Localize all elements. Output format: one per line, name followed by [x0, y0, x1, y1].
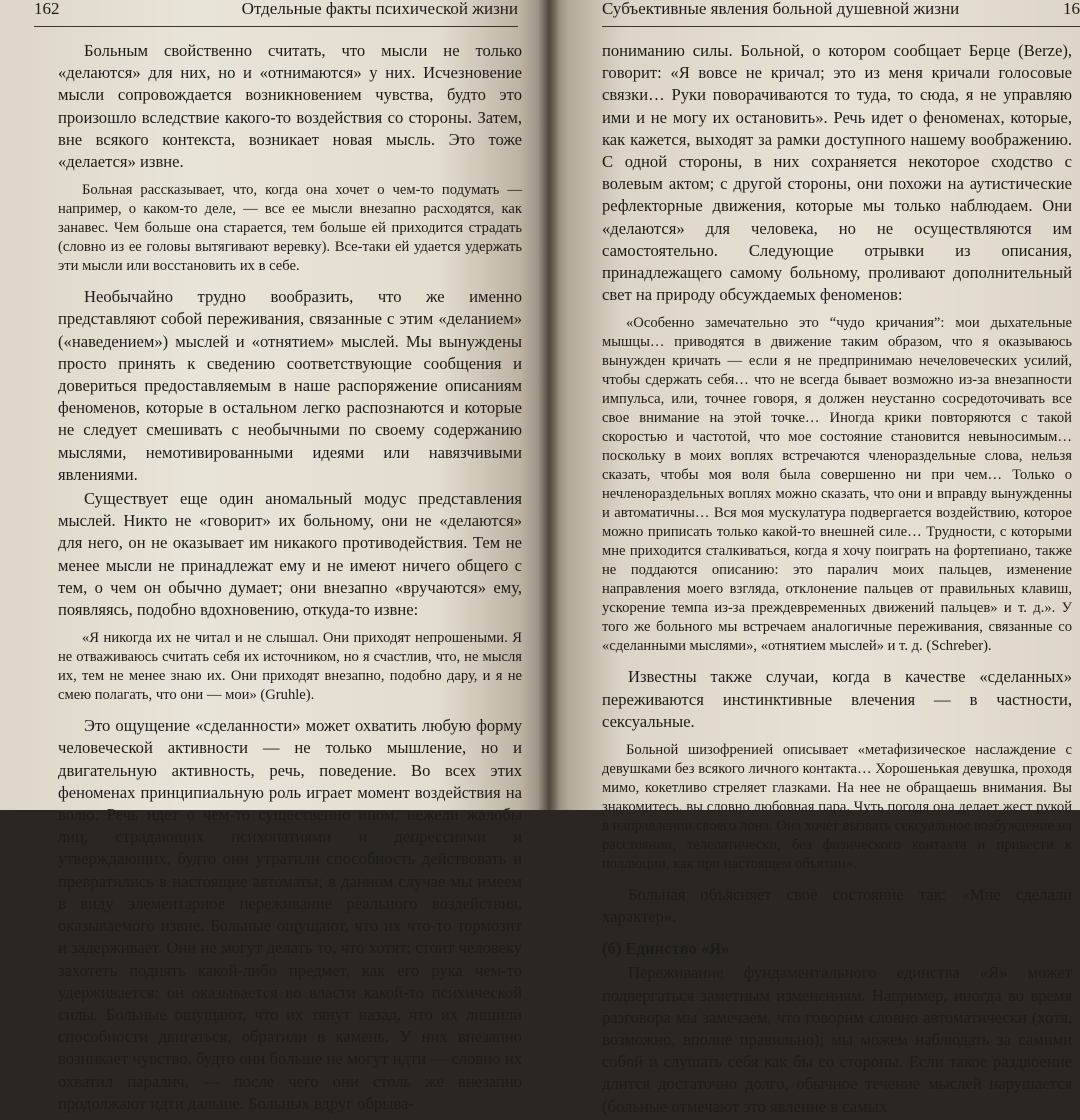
quotation: «Особенно замечательно это “чудо кричания”: мои дыхательные мышцы… приводятся в движение таким образом, что я оказываюсь вынужден кричать — если я не предпринимаю нечеловеческих усилий, чтобы сдержать себя… что не всегда бывает возможно из-за внезапности импульса, или, точнее говоря, я должен неустанно сосредоточивать все свое внимание на этой точке… Иногда крики повторяются с такой скоростью и частотой, что мое состояние становится невыносимым… поскольку в моих воплях встречаются членораздельные слова, нельзя сказать, чтобы моя воля была совершенно ни при чем… Только о нечленораздельных воплях можно сказать, что они и вправду вынужденны и автоматичны… Вся моя мускулатура подвергается воздействию, которое можно приписать только какой-то внешней силе… Трудности, с которыми мне приходится сталкиваться, когда я хочу поиграть на фортепиано, также не поддаются описанию: это паралич моих пальцев, изменение направления моего взгляда, отклонение пальцев от правильных клавиш, ускорение темпа из-за преждевременных движений пальцев» и т. д.». У того же больного мы встречаем аналогичные переживания, связанные со «сделанными мыслями», «отнятием мыслей» и т. д. (Schreber).	[602, 315, 1072, 655]
paragraph: Больным свойственно считать, что мысли не только «делаются» для них, но и «отнимаются» у них. Исчезновение мысли сопровождается возникновением чувства, будто это произошло вследствие какого-то воздействия со стороны. Затем, вне всякого контекста, возникает новая мысль. Это тоже «делается» извне.	[58, 41, 522, 172]
paragraph: Существует еще один аномальный модус представления мыслей. Никто не «говорит» их больному, они не «делаются» для него, он не оказывает им никакого противодействия. Тем не менее мысли не принадлежат ему и не имеют ничего общего с тем, о чем он обычно думает; они внезапно «вручаются» ему, появляясь, подобно вдохновению, откуда-то извне:	[58, 489, 522, 620]
paragraph: Больная объясняет свое состояние так: «Мне сделали характер».	[602, 885, 1072, 927]
quotation: «Я никогда их не читал и не слышал. Они приходят непрошеными. Я не отваживаюсь считать себя их источником, но я счастлив, что, не мысля их, тем не менее знаю их. Они приходят внезапно, подобно дару, и я не смею полагать, что они — мои» (Gruhle).	[58, 630, 522, 704]
left-running-title: Отдельные факты психической жизни	[241, 0, 518, 18]
right-page-number: 16	[1063, 0, 1080, 18]
quotation: Больная рассказывает, что, когда она хочет о чем-то подумать — например, о каком-то деле, — все ее мысли внезапно расходятся, как занавес. Чем больше она старается, тем больше ей приходится страдать (словно из ее головы вытягивают веревку). Все-таки ей удается удержать эти мысли или восстановить их в себе.	[58, 182, 522, 275]
right-running-title: Субъективные явления больной душевной жизни	[602, 0, 960, 18]
left-page-content	[58, 40, 522, 1117]
right-running-head	[602, 0, 1080, 27]
book-gutter	[538, 0, 560, 810]
paragraph: пониманию силы. Больной, о котором сообщает Берце (Berze), говорит: «Я вовсе не кричал; это из меня кричали голосовые связки… Руки поворачиваются то туда, то сюда, я не управляю ими и не могу их остановить». Речь идет о феноменах, которые, как кажется, выходят за рамки доступного нашему воображению. С одной стороны, в них сохраняется некоторое сходство с волевым актом; с другой стороны, они похожи на аутистические рефлекторные движения, которые мы только наблюдаем. Они «делаются» для человека, но не осуществляются им самостоятельно. Следующие отрывки из описания, принадлежащего самому больному, проливают дополнительный свет на природу обсуждаемых феноменов:	[602, 41, 1072, 305]
right-page	[548, 0, 1080, 1116]
paragraph: Необычайно трудно вообразить, что же именно представляют собой переживания, связанные с этим «деланием» («наведением») мыслей и «отнятием» мыслей. Мы вынуждены просто принять к сведению соответствующие сообщения и довериться предоставляемым в наше распоряжение описаниям феноменов, которые в остальном легко распознаются и которые не следует смешивать с необычными по своему содержанию мыслями, немотивированными идеями или навязчивыми явлениями.	[58, 287, 522, 484]
paragraph: Известны также случаи, когда в качестве «сделанных» переживаются инстинктивные влечения — в частности, сексуальные.	[602, 667, 1072, 731]
section-heading: (б) Единство «Я»	[602, 939, 730, 959]
paragraph: Переживание фундаментального единства «Я» может подвергаться заметным изменениям. Например, иногда во время разговора мы замечаем, что говорим словно автоматически (хотя, возможно, вполне правильно); мы можем наблюдать за самими собой и слушать себя как бы со стороны. Если такое раздвоение длится достаточно долго, обычное течение мыслей нарушается (больные отмечают это явление в самых	[602, 963, 1072, 1116]
right-page-content	[602, 40, 1072, 1120]
paragraph: Это ощущение «сделанности» может охватить любую форму человеческой активности — не только мышление, но и двигательную активность, речь, поведение. Во всех этих феноменах принципиальную роль играет момент воздействия на волю. Речь идет о чем-то существенно ином, нежели жалобы лиц, страдающих психопатиями и депрессиями и утверждающих, будто они утратили способность действовать и превратились в настоящие автоматы; в данном случае мы имеем в виду элементарное переживание реального воздействия, оказываемого извне. Больные ощущают, что их что-то тормозит и задерживает. Они не могут делать то, что хотят: стоит человеку захотеть поднять какой-либо предмет, как его рука чем-то удерживается; он оказывается во власти какой-то психической силы. Больные ощущают, что их тянут назад, что их лишили способности двигаться, обратили в камень. У них внезапно возникает чувство, будто они больше не могут идти — словно их охватил паралич, — после чего они столь же внезапно продолжают идти дальше. Больных вдруг обрыва-	[58, 716, 522, 1113]
left-page-number: 162	[34, 0, 60, 18]
left-running-head	[34, 0, 518, 27]
quotation: Больной шизофренией описывает «метафизическое наслаждение с девушками без всякого личного контакта… Хорошенькая девушка, проходя мимо, кокетливо стреляет глазками. На нее не обращаешь внимания. Вы знакомитесь, вы словно любовная пара. Чуть погодя она делает жест рукой в направлении своего лона. Она хочет вызвать сексуальное возбуждение на расстоянии, телепатически, без физического контакта и привести к поллюции, как при настоящем объятии».	[602, 742, 1072, 873]
